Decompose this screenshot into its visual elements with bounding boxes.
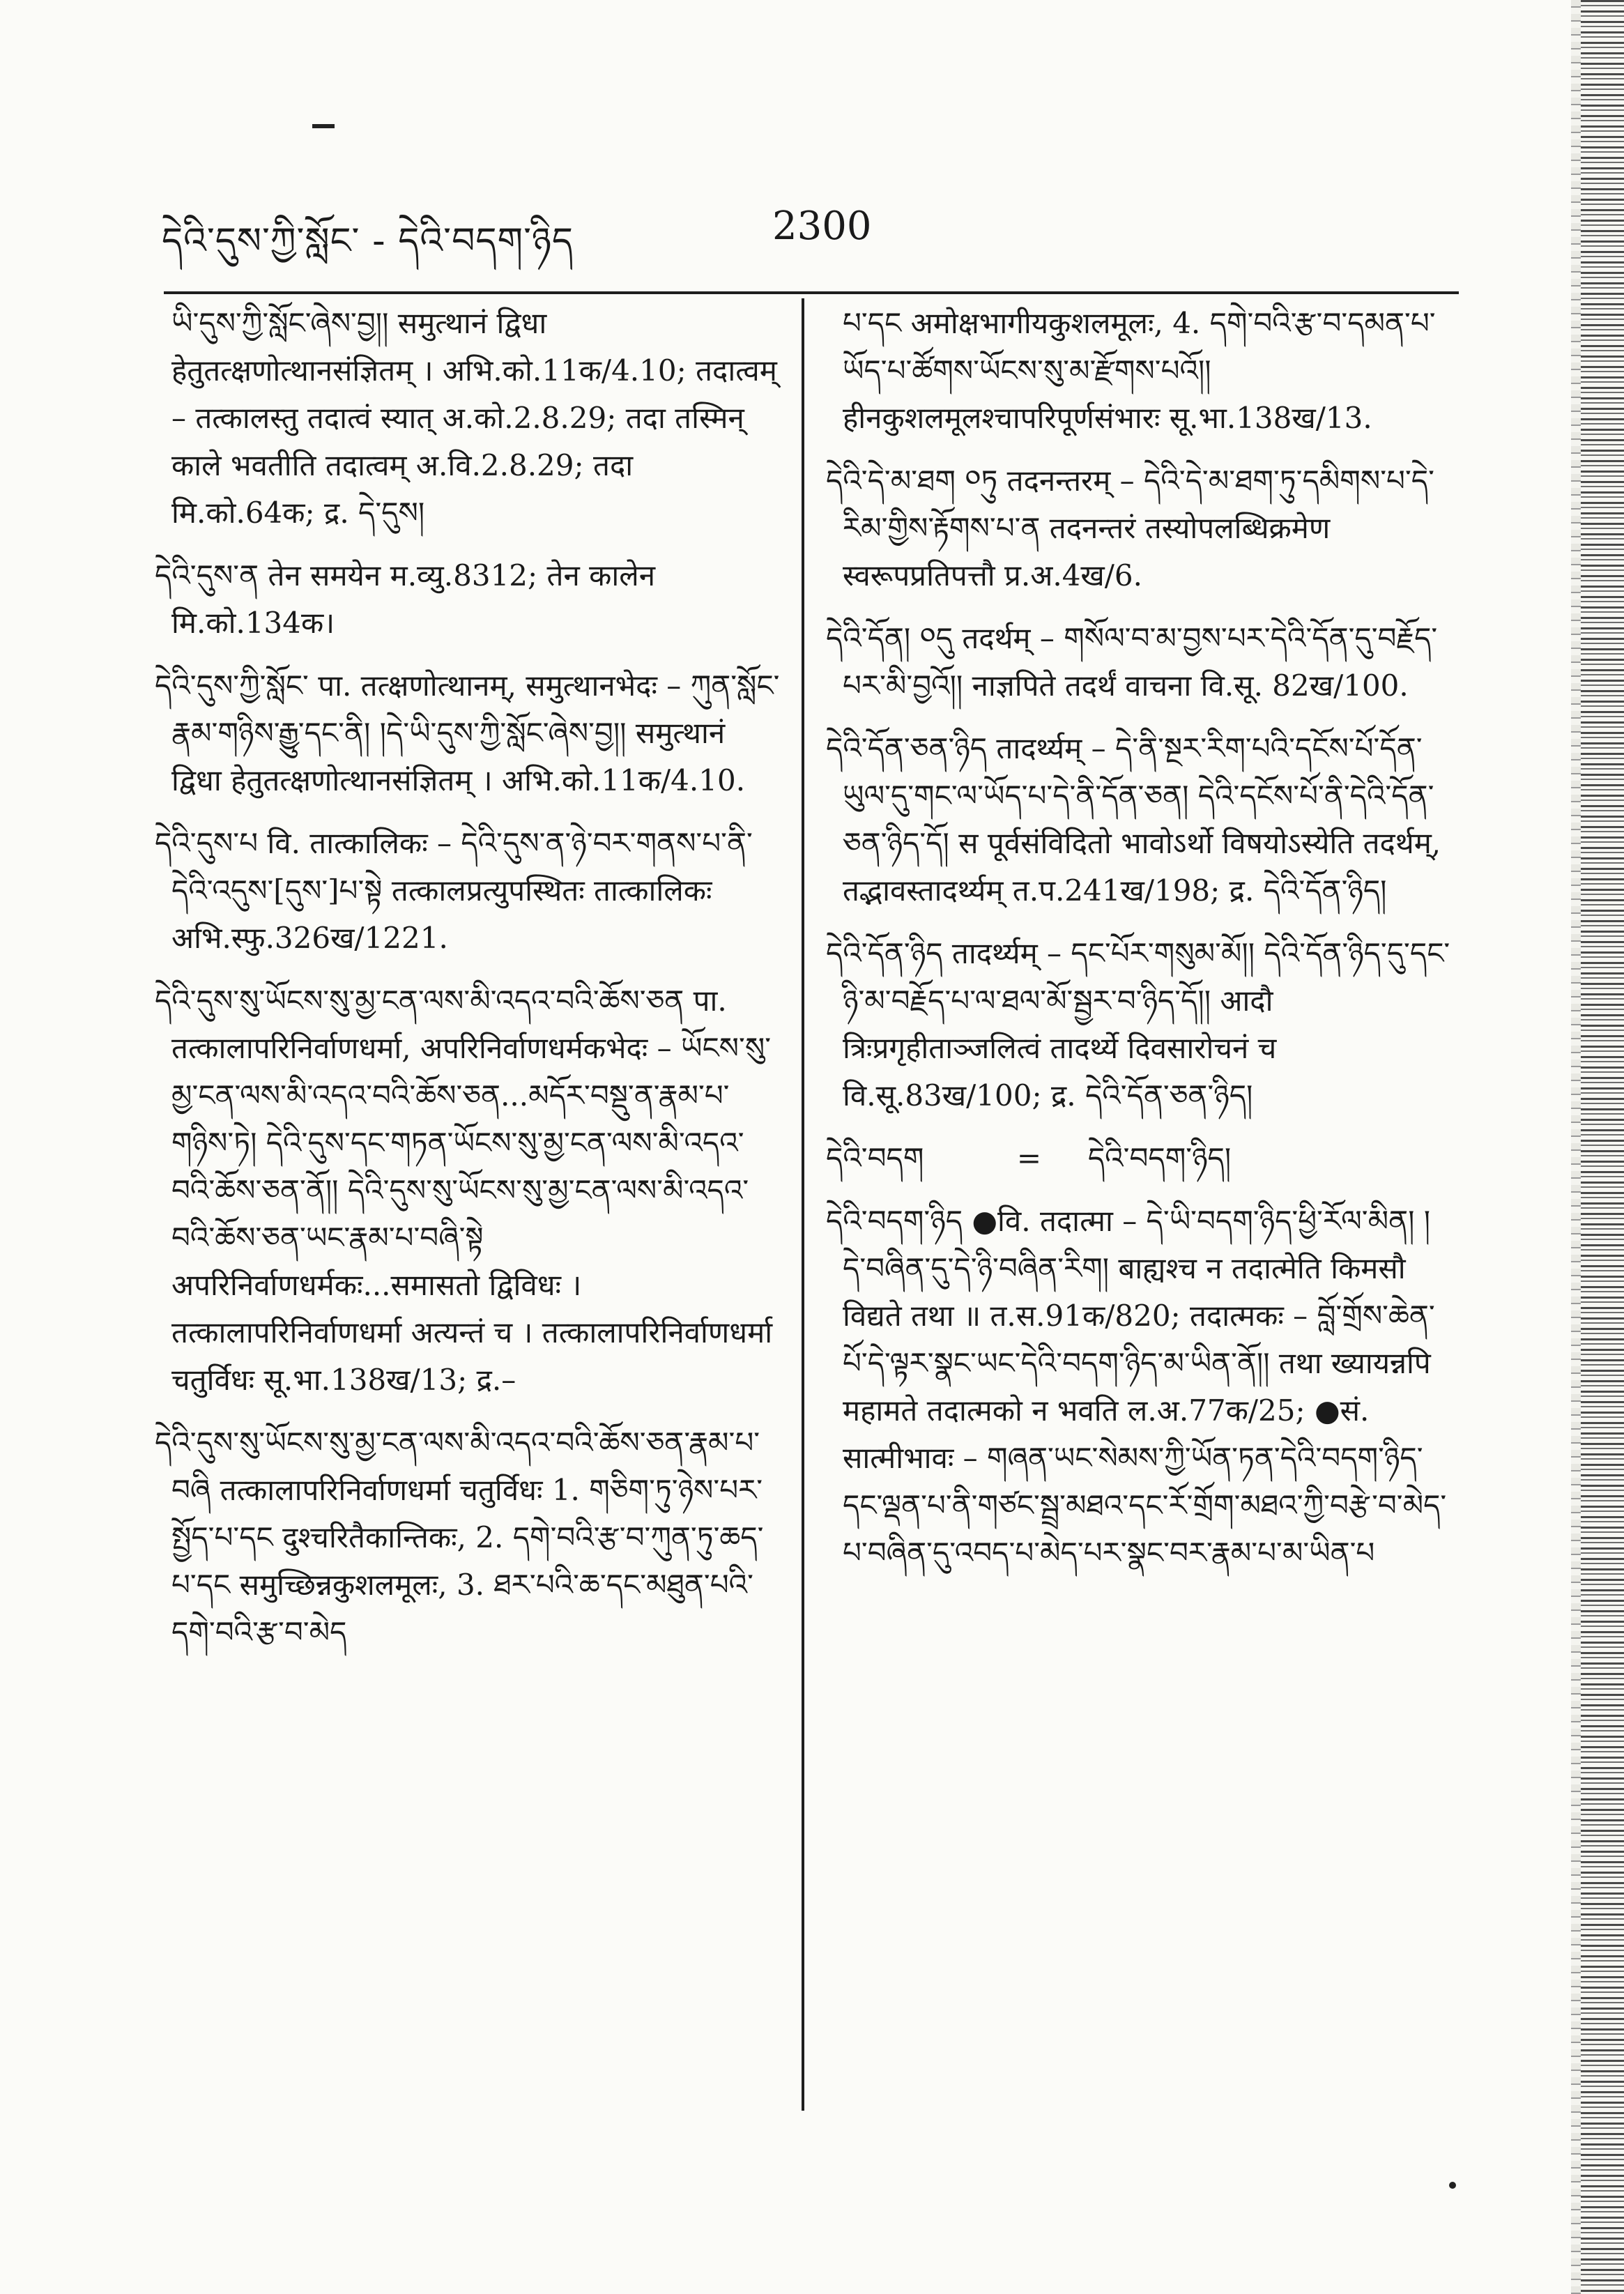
- page-edge-shadow: [1581, 0, 1624, 2294]
- dictionary-entry: དེའི་དོན། ༠དུ तदर्थम् – གསོལ་བ་མ་བྱས་པར་དེའི་དོན་དུ་བརྗོད་པར་མི་བྱའོ།། नाज्ञपिते तदर्थं वाचना वि.सू. 82ख/100.: [826, 621, 1438, 703]
- running-head: དེའི་དུས་ཀྱི་སློང་ - དེའི་བདག་ཉིད: [162, 220, 574, 262]
- stray-dot: [1449, 2182, 1456, 2189]
- dictionary-entry: པ་དང अमोक्षभागीयकुशलमूलः, 4. དགེ་བའི་རྩ་བ་དམན་པ་ཡོད་པ་ཚོགས་ཡོངས་སུ་མ་རྫོགས་པའོ།། हीनकुशलमूलश्चापरिपूर्णसंभारः सू.भा.138ख/13.: [843, 306, 1436, 435]
- dictionary-entry: དེའི་དུས་ན तेन समयेन म.व्यु.8312; तेन कालेन मि.को.134क।: [155, 558, 665, 640]
- dictionary-entry: དེའི་དོན་ཅན་ཉིད तादर्थ्यम् – དེ་ནི་སྔར་རིག་པའི་དངོས་པོ་དོན་ཡུལ་དུ་གང་ལ་ཡོད་པ་དེ་ནི་དོན་ཅན། དེའི་དངོས་པོ་ནི་དེའི་དོན་ཅན་ཉིད་དོ། स पूर्वसंविदितो भावोऽर्थो विषयोऽस्येति तदर्थम्, तद्भावस्तादर्थ्यम् त.प.241ख/198; द्र. དེའི་དོན་ཉིད།: [826, 731, 1450, 908]
- dictionary-entry: དེའི་བདག = དེའི་བདག་ཉིད།: [826, 1141, 1232, 1175]
- dictionary-entry: ཡི་དུས་ཀྱི་སློང་ཞེས་བྱ།། समुत्थानं द्विधा हेतुतत्क्षणोत्थानसंज्ञितम् । अभि.को.11क/4.10; तदात्वम् – तत्कालस्तु तदात्वं स्यात् अ.को.2.8.29; तदा तस्मिन् काले भवतीति तदात्वम् अ.वि.2.8.29; तदा मि.को.64क; द्र. དེ་དུས།: [171, 306, 787, 530]
- page-number: 2300: [772, 204, 872, 249]
- dictionary-entry: དེའི་དུས་སུ་ཡོངས་སུ་མྱ་ངན་ལས་མི་འདའ་བའི་ཆོས་ཅན་རྣམ་པ་བཞི तत्कालापरिनिर्वाणधर्मा चतुर्विधः 1. གཅིག་ཏུ་ཉེས་པར་སྤྱོད་པ་དང दुश्चरितैकान्तिकः, 2. དགེ་བའི་རྩ་བ་ཀུན་ཏུ་ཆད་པ་དང समुच्छिन्नकुशलमूलः, 3. ཐར་པའི་ཆ་དང་མཐུན་པའི་དགེ་བའི་རྩ་བ་མེད: [155, 1425, 764, 1649]
- dictionary-entry: དེའི་དོན་ཉིད तादर्थ्यम् – དང་པོར་གསུམ་མོ།། དེའི་དོན་ཉིད་དུ་དང་ཉི་མ་བརྗོད་པ་ལ་ཐལ་མོ་སྦྱར་བ་ཉིད་དོ།། आदौ त्रिःप्रगृहीताञ्जलित्वं तादर्थ्ये दिवसारोचनं च वि.सू.83ख/100; द्र. དེའི་དོན་ཅན་ཉིད།: [826, 936, 1450, 1112]
- right-column: [826, 300, 1453, 2133]
- dictionary-entry: དེའི་དུས་ཀྱི་སློང་ पा. तत्क्षणोत्थानम्, समुत्थानभेदः – ཀུན་སློང་རྣམ་གཉིས་རྒྱུ་དང་ནི། །དེ་ཡི་དུས་ཀྱི་སློང་ཞེས་བྱ།། समुत्थानं द्विधा हेतुतत्क्षणोत्थानसंज्ञितम् । अभि.को.11क/4.10.: [155, 668, 780, 797]
- dictionary-entry: དེའི་དུས་སུ་ཡོངས་སུ་མྱ་ངན་ལས་མི་འདའ་བའི་ཆོས་ཅན पा. तत्कालापरिनिर्वाणधर्मा, अपरिनिर्वाणधर्मकभेदः – ཡོངས་སུ་མྱ་ངན་ལས་མི་འདའ་བའི་ཆོས་ཅན...མདོར་བསྡུ་ན་རྣམ་པ་གཉིས་ཏེ། དེའི་དུས་དང་གཏན་ཡོངས་སུ་མྱ་ངན་ལས་མི་འདའ་བའི་ཆོས་ཅན་ནོ།། དེའི་དུས་སུ་ཡོངས་སུ་མྱ་ངན་ལས་མི་འདའ་བའི་ཆོས་ཅན་ཡང་རྣམ་པ་བཞི་སྟེ अपरिनिर्वाणधर्मकः...समासतो द्विविधः । तत्कालापरिनिर्वाणधर्मा अत्यन्तं च । तत्कालापरिनिर्वाणधर्मा चतुर्विधः सू.भा.138ख/13; द्र.–: [155, 984, 782, 1397]
- page-edge-shadow-inner: [1571, 0, 1581, 2294]
- column-divider: [802, 298, 804, 2111]
- left-column: [155, 300, 787, 2133]
- header-rule: [164, 291, 1459, 294]
- stray-mark: [312, 124, 335, 128]
- dictionary-entry: དེའི་དེ་མ་ཐག ༠ཏུ तदनन्तरम् – དེའི་དེ་མ་ཐག་ཏུ་དམིགས་པ་དེ་རིམ་གྱིས་རྟོགས་པ་ན तदनन्तरं तस्योपलब्धिक्रमेण स्वरूपप्रतिपत्तौ प्र.अ.4ख/6.: [826, 464, 1434, 592]
- dictionary-entry: དེའི་བདག་ཉིད ●वि. तदात्मा – དེ་ཡི་བདག་ཉིད་ཕྱི་རོལ་མིན། །དེ་བཞིན་དུ་དེ་ཉི་བཞིན་རིག། बाह्यश्च न तदात्मेति किमसौ विद्यते तथा ॥ त.स.91क/820; तदात्मकः – བློ་གྲོས་ཆེན་པོ་དེ་ལྟར་སྣང་ཡང་དེའི་བདག་ཉིད་མ་ཡིན་ནོ།། तथा ख्यायन्नपि महामते तदात्मको न भवति ल.अ.77क/25; ●सं. सात्मीभावः – གཞན་ཡང་སེམས་ཀྱི་ཡོན་ཏན་དེའི་བདག་ཉིད་དང་ལྡན་པ་ནི་གཙང་སྦྲ་མཐའ་དང་རོ་གྲོག་མཐའ་ཀྱི་བརྩེ་བ་མེད་པ་བཞིན་དུ་འབད་པ་མེད་པར་སྣང་བར་རྣམ་པ་མ་ཡིན་པ: [826, 1204, 1447, 1570]
- dictionary-entry: དེའི་དུས་པ वि. तात्कालिकः – དེའི་དུས་ན་ཉེ་བར་གནས་པ་ནི་དེའི་འདུས་[དུས་]པ་སྟེ तत्कालप्रत्युपस्थितः तात्कालिकः अभि.स्फु.326ख/1221.: [155, 826, 753, 955]
